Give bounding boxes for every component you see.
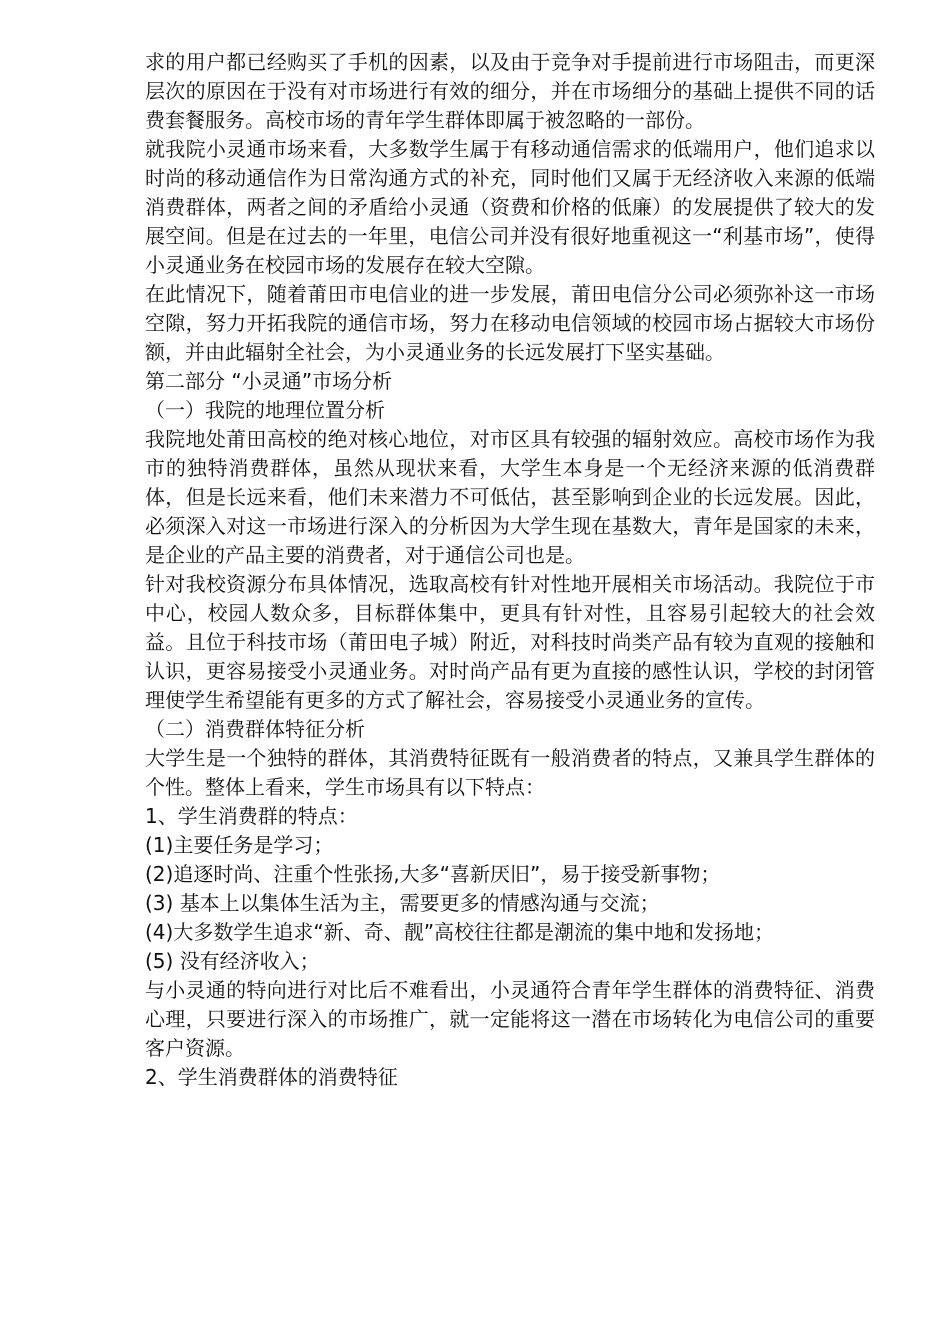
list-item: (1)主要任务是学习； [145,833,334,857]
body-paragraph: 我院地处莆田高校的绝对核心地位，对市区具有较强的辐射效应。高校市场作为我市的独特消费群体，虽然从现状来看，大学生本身是一个无经济来源的低消费群体，但是长远来看，他们未来潜力不可低估，甚至影响到企业的长远发展。因此，必须深入对这一市场进行深入的分析因为大学生现在基数大，青年是国家的未来，是企业的产品主要的消费者，对于通信公司也是。 [145,427,875,567]
body-paragraph: 就我院小灵通市场来看，大多数学生属于有移动通信需求的低端用户，他们追求以时尚的移动通信作为日常沟通方式的补充，同时他们又属于无经济收入来源的低端消费群体，两者之间的矛盾给小灵通（资费和价格的低廉）的发展提供了较大的发展空间。但是在过去的一年里，电信公司并没有很好地重视这一“利基市场”，使得小灵通业务在校园市场的发展存在较大空隙。 [145,137,875,277]
list-item: (2)追逐时尚、注重个性张扬,大多“喜新厌旧”，易于接受新事物； [145,862,721,886]
body-paragraph: 在此情况下，随着莆田市电信业的进一步发展，莆田电信分公司必须弥补这一市场空隙，努力开拓我院的通信市场，努力在移动电信领域的校园市场占据较大市场份额，并由此辐射全社会，为小灵通业务的长远发展打下坚实基础。 [145,282,875,364]
list-heading: 1、学生消费群的特点： [145,804,358,828]
body-paragraph: 与小灵通的特向进行对比后不难看出，小灵通符合青年学生群体的消费特征、消费心理，只要进行深入的市场推广，就一定能将这一潜在市场转化为电信公司的重要客户资源。 [145,978,875,1060]
body-paragraph: 大学生是一个独特的群体，其消费特征既有一般消费者的特点，又兼具学生群体的个性。整体上看来，学生市场具有以下特点： [145,746,875,799]
section-heading: 第二部分 “小灵通”市场分析 [145,369,393,393]
list-item: (5) 没有经济收入； [145,949,320,973]
subsection-heading: （一）我院的地理位置分析 [145,398,385,422]
list-item: (3) 基本上以集体生活为主，需要更多的情感沟通与交流； [145,891,660,915]
list-heading: 2、学生消费群体的消费特征 [145,1065,398,1089]
list-item: (4)大多数学生追求“新、奇、靓”高校往往都是潮流的集中地和发扬地； [145,920,775,944]
document-page [145,48,875,1092]
body-paragraph: 针对我校资源分布具体情况，选取高校有针对性地开展相关市场活动。我院位于市中心，校园人数众多，目标群体集中，更具有针对性，且容易引起较大的社会效益。且位于科技市场（莆田电子城）附近，对科技时尚类产品有较为直观的接触和认识，更容易接受小灵通业务。对时尚产品有更为直接的感性认识，学校的封闭管理使学生希望能有更多的方式了解社会，容易接受小灵通业务的宣传。 [145,572,875,712]
body-paragraph: 求的用户都已经购买了手机的因素，以及由于竞争对手提前进行市场阻击，而更深层次的原因在于没有对市场进行有效的细分，并在市场细分的基础上提供不同的话费套餐服务。高校市场的青年学生群体即属于被忽略的一部份。 [145,50,875,132]
subsection-heading: （二）消费群体特征分析 [145,717,365,741]
